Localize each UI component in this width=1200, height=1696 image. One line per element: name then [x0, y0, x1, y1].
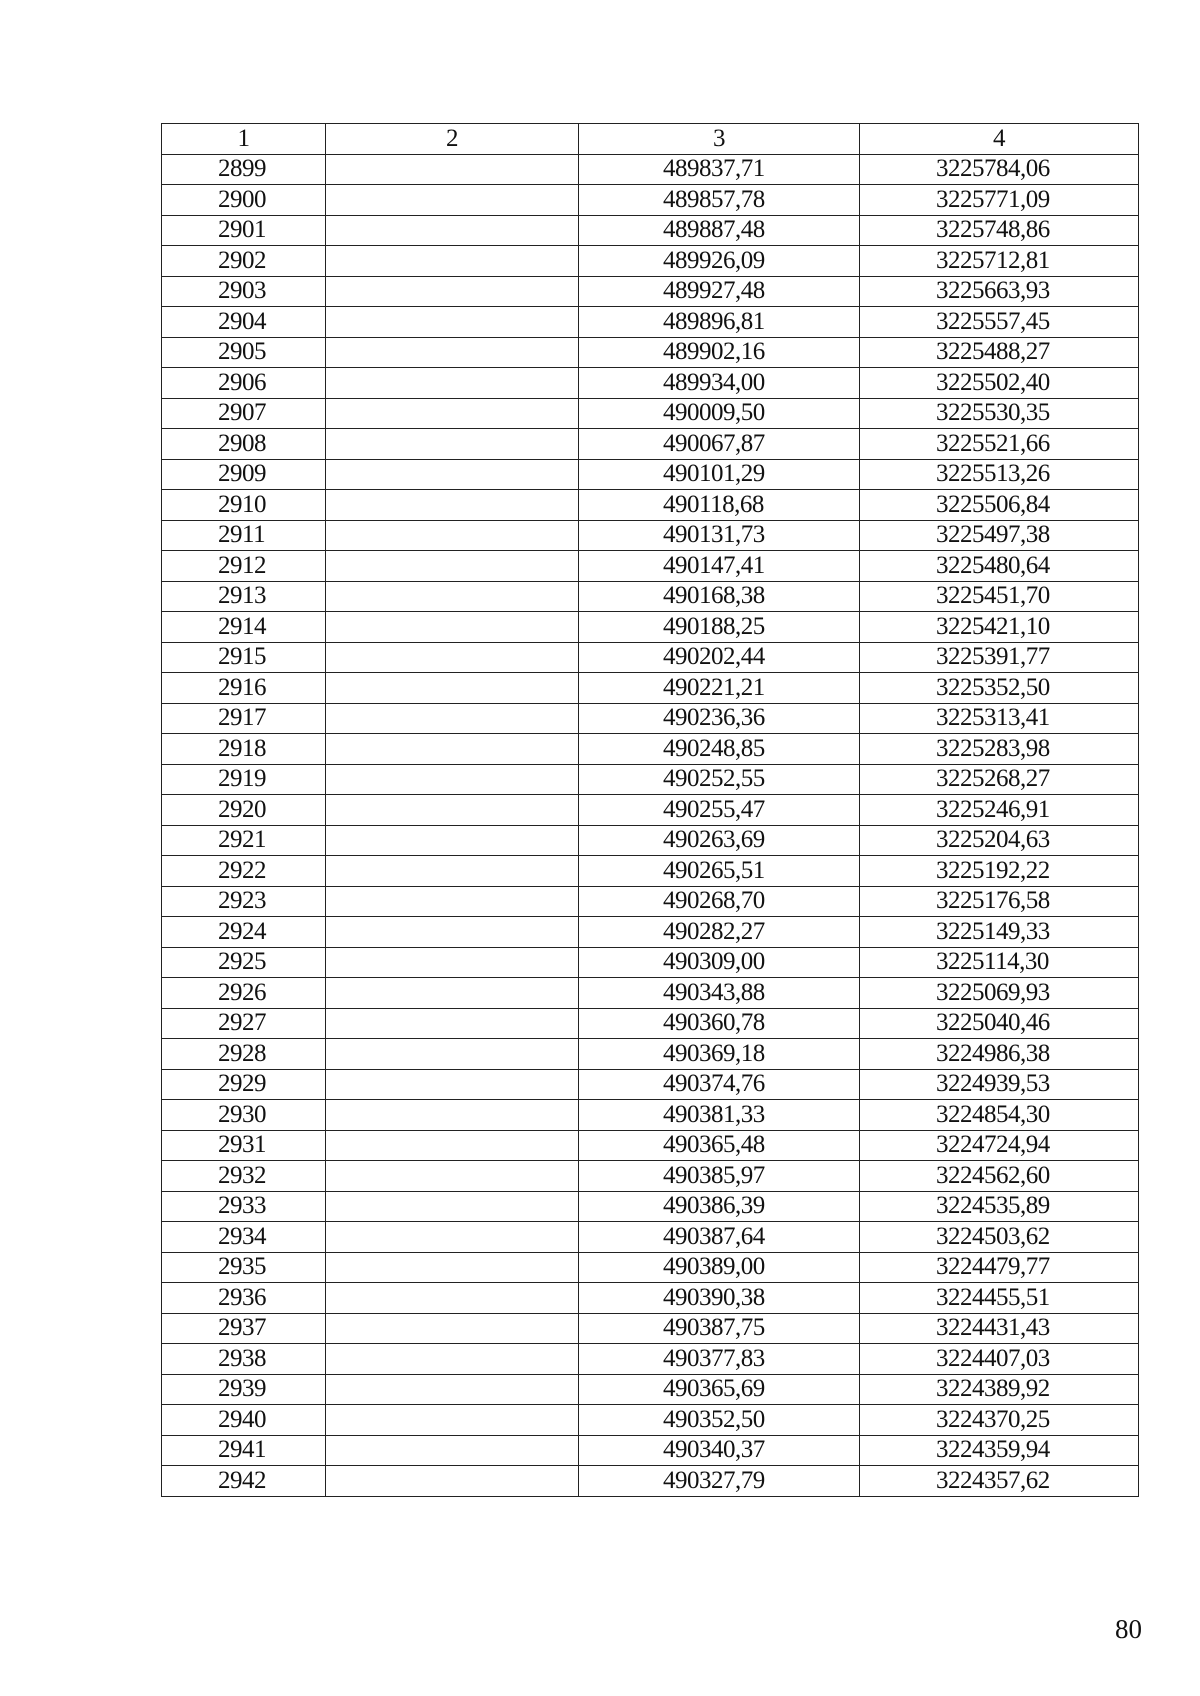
table-row	[162, 246, 1139, 277]
table-row	[162, 398, 1139, 429]
point-number-cell: 2907	[162, 398, 326, 429]
table-row	[162, 978, 1139, 1009]
column-2-cell	[326, 520, 579, 551]
table-row	[162, 1161, 1139, 1192]
column-2-cell	[326, 1100, 579, 1131]
table-row	[162, 490, 1139, 521]
table-row	[162, 703, 1139, 734]
table-row	[162, 307, 1139, 338]
table-row	[162, 1069, 1139, 1100]
table-row	[162, 1374, 1139, 1405]
column-2-cell	[326, 1191, 579, 1222]
column-2-cell	[326, 185, 579, 216]
point-number-cell: 2906	[162, 368, 326, 399]
table-row	[162, 276, 1139, 307]
column-2-cell	[326, 795, 579, 826]
column-2-cell	[326, 337, 579, 368]
x-coordinate-cell: 490265,51	[579, 856, 860, 887]
y-coordinate-cell: 3224431,43	[860, 1313, 1139, 1344]
table-row	[162, 154, 1139, 185]
y-coordinate-cell: 3225497,38	[860, 520, 1139, 551]
point-number-cell: 2936	[162, 1283, 326, 1314]
table-header-row	[162, 124, 1139, 155]
table-row	[162, 429, 1139, 460]
column-2-cell	[326, 1161, 579, 1192]
y-coordinate-cell: 3225283,98	[860, 734, 1139, 765]
x-coordinate-cell: 490327,79	[579, 1466, 860, 1497]
column-2-cell	[326, 947, 579, 978]
x-coordinate-cell: 490381,33	[579, 1100, 860, 1131]
y-coordinate-cell: 3225506,84	[860, 490, 1139, 521]
x-coordinate-cell: 489927,48	[579, 276, 860, 307]
point-number-cell: 2916	[162, 673, 326, 704]
column-2-cell	[326, 978, 579, 1009]
point-number-cell: 2922	[162, 856, 326, 887]
point-number-cell: 2900	[162, 185, 326, 216]
y-coordinate-cell: 3224479,77	[860, 1252, 1139, 1283]
column-2-cell	[326, 1222, 579, 1253]
column-2-cell	[326, 1008, 579, 1039]
table-row	[162, 1222, 1139, 1253]
y-coordinate-cell: 3224562,60	[860, 1161, 1139, 1192]
column-2-cell	[326, 459, 579, 490]
column-2-cell	[326, 215, 579, 246]
x-coordinate-cell: 490352,50	[579, 1405, 860, 1436]
column-2-cell	[326, 398, 579, 429]
table-row	[162, 1039, 1139, 1070]
column-2-cell	[326, 307, 579, 338]
y-coordinate-cell: 3225488,27	[860, 337, 1139, 368]
x-coordinate-cell: 490390,38	[579, 1283, 860, 1314]
point-number-cell: 2903	[162, 276, 326, 307]
column-2-cell	[326, 1283, 579, 1314]
y-coordinate-cell: 3224407,03	[860, 1344, 1139, 1375]
table-row	[162, 1130, 1139, 1161]
column-header-1: 1	[162, 124, 326, 155]
point-number-cell: 2902	[162, 246, 326, 277]
x-coordinate-cell: 490365,48	[579, 1130, 860, 1161]
x-coordinate-cell: 490387,75	[579, 1313, 860, 1344]
x-coordinate-cell: 490188,25	[579, 612, 860, 643]
y-coordinate-cell: 3225268,27	[860, 764, 1139, 795]
y-coordinate-cell: 3224986,38	[860, 1039, 1139, 1070]
table-row	[162, 1100, 1139, 1131]
y-coordinate-cell: 3224357,62	[860, 1466, 1139, 1497]
point-number-cell: 2901	[162, 215, 326, 246]
y-coordinate-cell: 3225712,81	[860, 246, 1139, 277]
point-number-cell: 2924	[162, 917, 326, 948]
y-coordinate-cell: 3225040,46	[860, 1008, 1139, 1039]
x-coordinate-cell: 490365,69	[579, 1374, 860, 1405]
x-coordinate-cell: 490369,18	[579, 1039, 860, 1070]
x-coordinate-cell: 490386,39	[579, 1191, 860, 1222]
y-coordinate-cell: 3225391,77	[860, 642, 1139, 673]
column-2-cell	[326, 490, 579, 521]
point-number-cell: 2935	[162, 1252, 326, 1283]
y-coordinate-cell: 3225313,41	[860, 703, 1139, 734]
table-row	[162, 1008, 1139, 1039]
table-row	[162, 551, 1139, 582]
y-coordinate-cell: 3225421,10	[860, 612, 1139, 643]
column-2-cell	[326, 246, 579, 277]
x-coordinate-cell: 490131,73	[579, 520, 860, 551]
column-2-cell	[326, 917, 579, 948]
table-row	[162, 581, 1139, 612]
y-coordinate-cell: 3225069,93	[860, 978, 1139, 1009]
table-row	[162, 1313, 1139, 1344]
column-header-2: 2	[326, 124, 579, 155]
y-coordinate-cell: 3225192,22	[860, 856, 1139, 887]
x-coordinate-cell: 490101,29	[579, 459, 860, 490]
point-number-cell: 2904	[162, 307, 326, 338]
y-coordinate-cell: 3225502,40	[860, 368, 1139, 399]
x-coordinate-cell: 490118,68	[579, 490, 860, 521]
x-coordinate-cell: 490263,69	[579, 825, 860, 856]
point-number-cell: 2941	[162, 1435, 326, 1466]
point-number-cell: 2910	[162, 490, 326, 521]
point-number-cell: 2905	[162, 337, 326, 368]
x-coordinate-cell: 490248,85	[579, 734, 860, 765]
column-2-cell	[326, 276, 579, 307]
x-coordinate-cell: 489934,00	[579, 368, 860, 399]
y-coordinate-cell: 3225480,64	[860, 551, 1139, 582]
table-row	[162, 856, 1139, 887]
y-coordinate-cell: 3224359,94	[860, 1435, 1139, 1466]
y-coordinate-cell: 3224455,51	[860, 1283, 1139, 1314]
x-coordinate-cell: 490387,64	[579, 1222, 860, 1253]
x-coordinate-cell: 490282,27	[579, 917, 860, 948]
point-number-cell: 2909	[162, 459, 326, 490]
x-coordinate-cell: 490360,78	[579, 1008, 860, 1039]
point-number-cell: 2913	[162, 581, 326, 612]
y-coordinate-cell: 3224389,92	[860, 1374, 1139, 1405]
x-coordinate-cell: 490009,50	[579, 398, 860, 429]
column-2-cell	[326, 1374, 579, 1405]
table-row	[162, 825, 1139, 856]
table-row	[162, 185, 1139, 216]
table-row	[162, 947, 1139, 978]
point-number-cell: 2911	[162, 520, 326, 551]
point-number-cell: 2940	[162, 1405, 326, 1436]
x-coordinate-cell: 490236,36	[579, 703, 860, 734]
y-coordinate-cell: 3224939,53	[860, 1069, 1139, 1100]
table-row	[162, 734, 1139, 765]
x-coordinate-cell: 489857,78	[579, 185, 860, 216]
table-row	[162, 1283, 1139, 1314]
table-row	[162, 337, 1139, 368]
table-row	[162, 215, 1139, 246]
point-number-cell: 2919	[162, 764, 326, 795]
y-coordinate-cell: 3225204,63	[860, 825, 1139, 856]
point-number-cell: 2938	[162, 1344, 326, 1375]
table-row	[162, 886, 1139, 917]
point-number-cell: 2937	[162, 1313, 326, 1344]
column-2-cell	[326, 1039, 579, 1070]
column-2-cell	[326, 612, 579, 643]
column-2-cell	[326, 1069, 579, 1100]
point-number-cell: 2929	[162, 1069, 326, 1100]
point-number-cell: 2939	[162, 1374, 326, 1405]
y-coordinate-cell: 3225521,66	[860, 429, 1139, 460]
point-number-cell: 2923	[162, 886, 326, 917]
y-coordinate-cell: 3225771,09	[860, 185, 1139, 216]
column-2-cell	[326, 1405, 579, 1436]
y-coordinate-cell: 3224370,25	[860, 1405, 1139, 1436]
y-coordinate-cell: 3225352,50	[860, 673, 1139, 704]
x-coordinate-cell: 490202,44	[579, 642, 860, 673]
table-row	[162, 520, 1139, 551]
column-2-cell	[326, 429, 579, 460]
y-coordinate-cell: 3225748,86	[860, 215, 1139, 246]
x-coordinate-cell: 489896,81	[579, 307, 860, 338]
point-number-cell: 2931	[162, 1130, 326, 1161]
point-number-cell: 2942	[162, 1466, 326, 1497]
table-row	[162, 368, 1139, 399]
y-coordinate-cell: 3224854,30	[860, 1100, 1139, 1131]
point-number-cell: 2920	[162, 795, 326, 826]
point-number-cell: 2914	[162, 612, 326, 643]
column-2-cell	[326, 1435, 579, 1466]
table-row	[162, 612, 1139, 643]
table-row	[162, 764, 1139, 795]
x-coordinate-cell: 489902,16	[579, 337, 860, 368]
table-row	[162, 459, 1139, 490]
table-row	[162, 1405, 1139, 1436]
column-2-cell	[326, 886, 579, 917]
column-2-cell	[326, 1344, 579, 1375]
point-number-cell: 2899	[162, 154, 326, 185]
table-row	[162, 795, 1139, 826]
y-coordinate-cell: 3225663,93	[860, 276, 1139, 307]
point-number-cell: 2921	[162, 825, 326, 856]
y-coordinate-cell: 3225114,30	[860, 947, 1139, 978]
x-coordinate-cell: 490255,47	[579, 795, 860, 826]
point-number-cell: 2908	[162, 429, 326, 460]
x-coordinate-cell: 490309,00	[579, 947, 860, 978]
point-number-cell: 2912	[162, 551, 326, 582]
y-coordinate-cell: 3224535,89	[860, 1191, 1139, 1222]
x-coordinate-cell: 489837,71	[579, 154, 860, 185]
point-number-cell: 2926	[162, 978, 326, 1009]
column-2-cell	[326, 154, 579, 185]
point-number-cell: 2927	[162, 1008, 326, 1039]
y-coordinate-cell: 3225530,35	[860, 398, 1139, 429]
point-number-cell: 2934	[162, 1222, 326, 1253]
point-number-cell: 2933	[162, 1191, 326, 1222]
y-coordinate-cell: 3225451,70	[860, 581, 1139, 612]
column-2-cell	[326, 1130, 579, 1161]
point-number-cell: 2930	[162, 1100, 326, 1131]
x-coordinate-cell: 490168,38	[579, 581, 860, 612]
y-coordinate-cell: 3225149,33	[860, 917, 1139, 948]
x-coordinate-cell: 490374,76	[579, 1069, 860, 1100]
column-header-3: 3	[579, 124, 860, 155]
column-2-cell	[326, 1252, 579, 1283]
column-2-cell	[326, 1313, 579, 1344]
column-2-cell	[326, 764, 579, 795]
table-row	[162, 1466, 1139, 1497]
table-body	[162, 154, 1139, 1496]
x-coordinate-cell: 490389,00	[579, 1252, 860, 1283]
page-number: 80	[1115, 1614, 1142, 1644]
coordinates-table	[161, 123, 1139, 1497]
column-2-cell	[326, 581, 579, 612]
table-row	[162, 1344, 1139, 1375]
x-coordinate-cell: 490252,55	[579, 764, 860, 795]
point-number-cell: 2917	[162, 703, 326, 734]
x-coordinate-cell: 490385,97	[579, 1161, 860, 1192]
point-number-cell: 2915	[162, 642, 326, 673]
table-row	[162, 642, 1139, 673]
column-2-cell	[326, 1466, 579, 1497]
column-2-cell	[326, 368, 579, 399]
column-2-cell	[326, 703, 579, 734]
y-coordinate-cell: 3225784,06	[860, 154, 1139, 185]
y-coordinate-cell: 3225513,26	[860, 459, 1139, 490]
column-header-4: 4	[860, 124, 1139, 155]
table-row	[162, 917, 1139, 948]
column-2-cell	[326, 642, 579, 673]
y-coordinate-cell: 3225176,58	[860, 886, 1139, 917]
x-coordinate-cell: 490340,37	[579, 1435, 860, 1466]
x-coordinate-cell: 490268,70	[579, 886, 860, 917]
point-number-cell: 2918	[162, 734, 326, 765]
x-coordinate-cell: 490343,88	[579, 978, 860, 1009]
x-coordinate-cell: 490221,21	[579, 673, 860, 704]
column-2-cell	[326, 734, 579, 765]
column-2-cell	[326, 673, 579, 704]
y-coordinate-cell: 3225557,45	[860, 307, 1139, 338]
point-number-cell: 2928	[162, 1039, 326, 1070]
y-coordinate-cell: 3224724,94	[860, 1130, 1139, 1161]
x-coordinate-cell: 490377,83	[579, 1344, 860, 1375]
column-2-cell	[326, 551, 579, 582]
y-coordinate-cell: 3225246,91	[860, 795, 1139, 826]
table-row	[162, 1435, 1139, 1466]
column-2-cell	[326, 856, 579, 887]
point-number-cell: 2932	[162, 1161, 326, 1192]
column-2-cell	[326, 825, 579, 856]
x-coordinate-cell: 490067,87	[579, 429, 860, 460]
table-row	[162, 1252, 1139, 1283]
table-row	[162, 673, 1139, 704]
x-coordinate-cell: 489887,48	[579, 215, 860, 246]
x-coordinate-cell: 489926,09	[579, 246, 860, 277]
y-coordinate-cell: 3224503,62	[860, 1222, 1139, 1253]
table-row	[162, 1191, 1139, 1222]
x-coordinate-cell: 490147,41	[579, 551, 860, 582]
point-number-cell: 2925	[162, 947, 326, 978]
